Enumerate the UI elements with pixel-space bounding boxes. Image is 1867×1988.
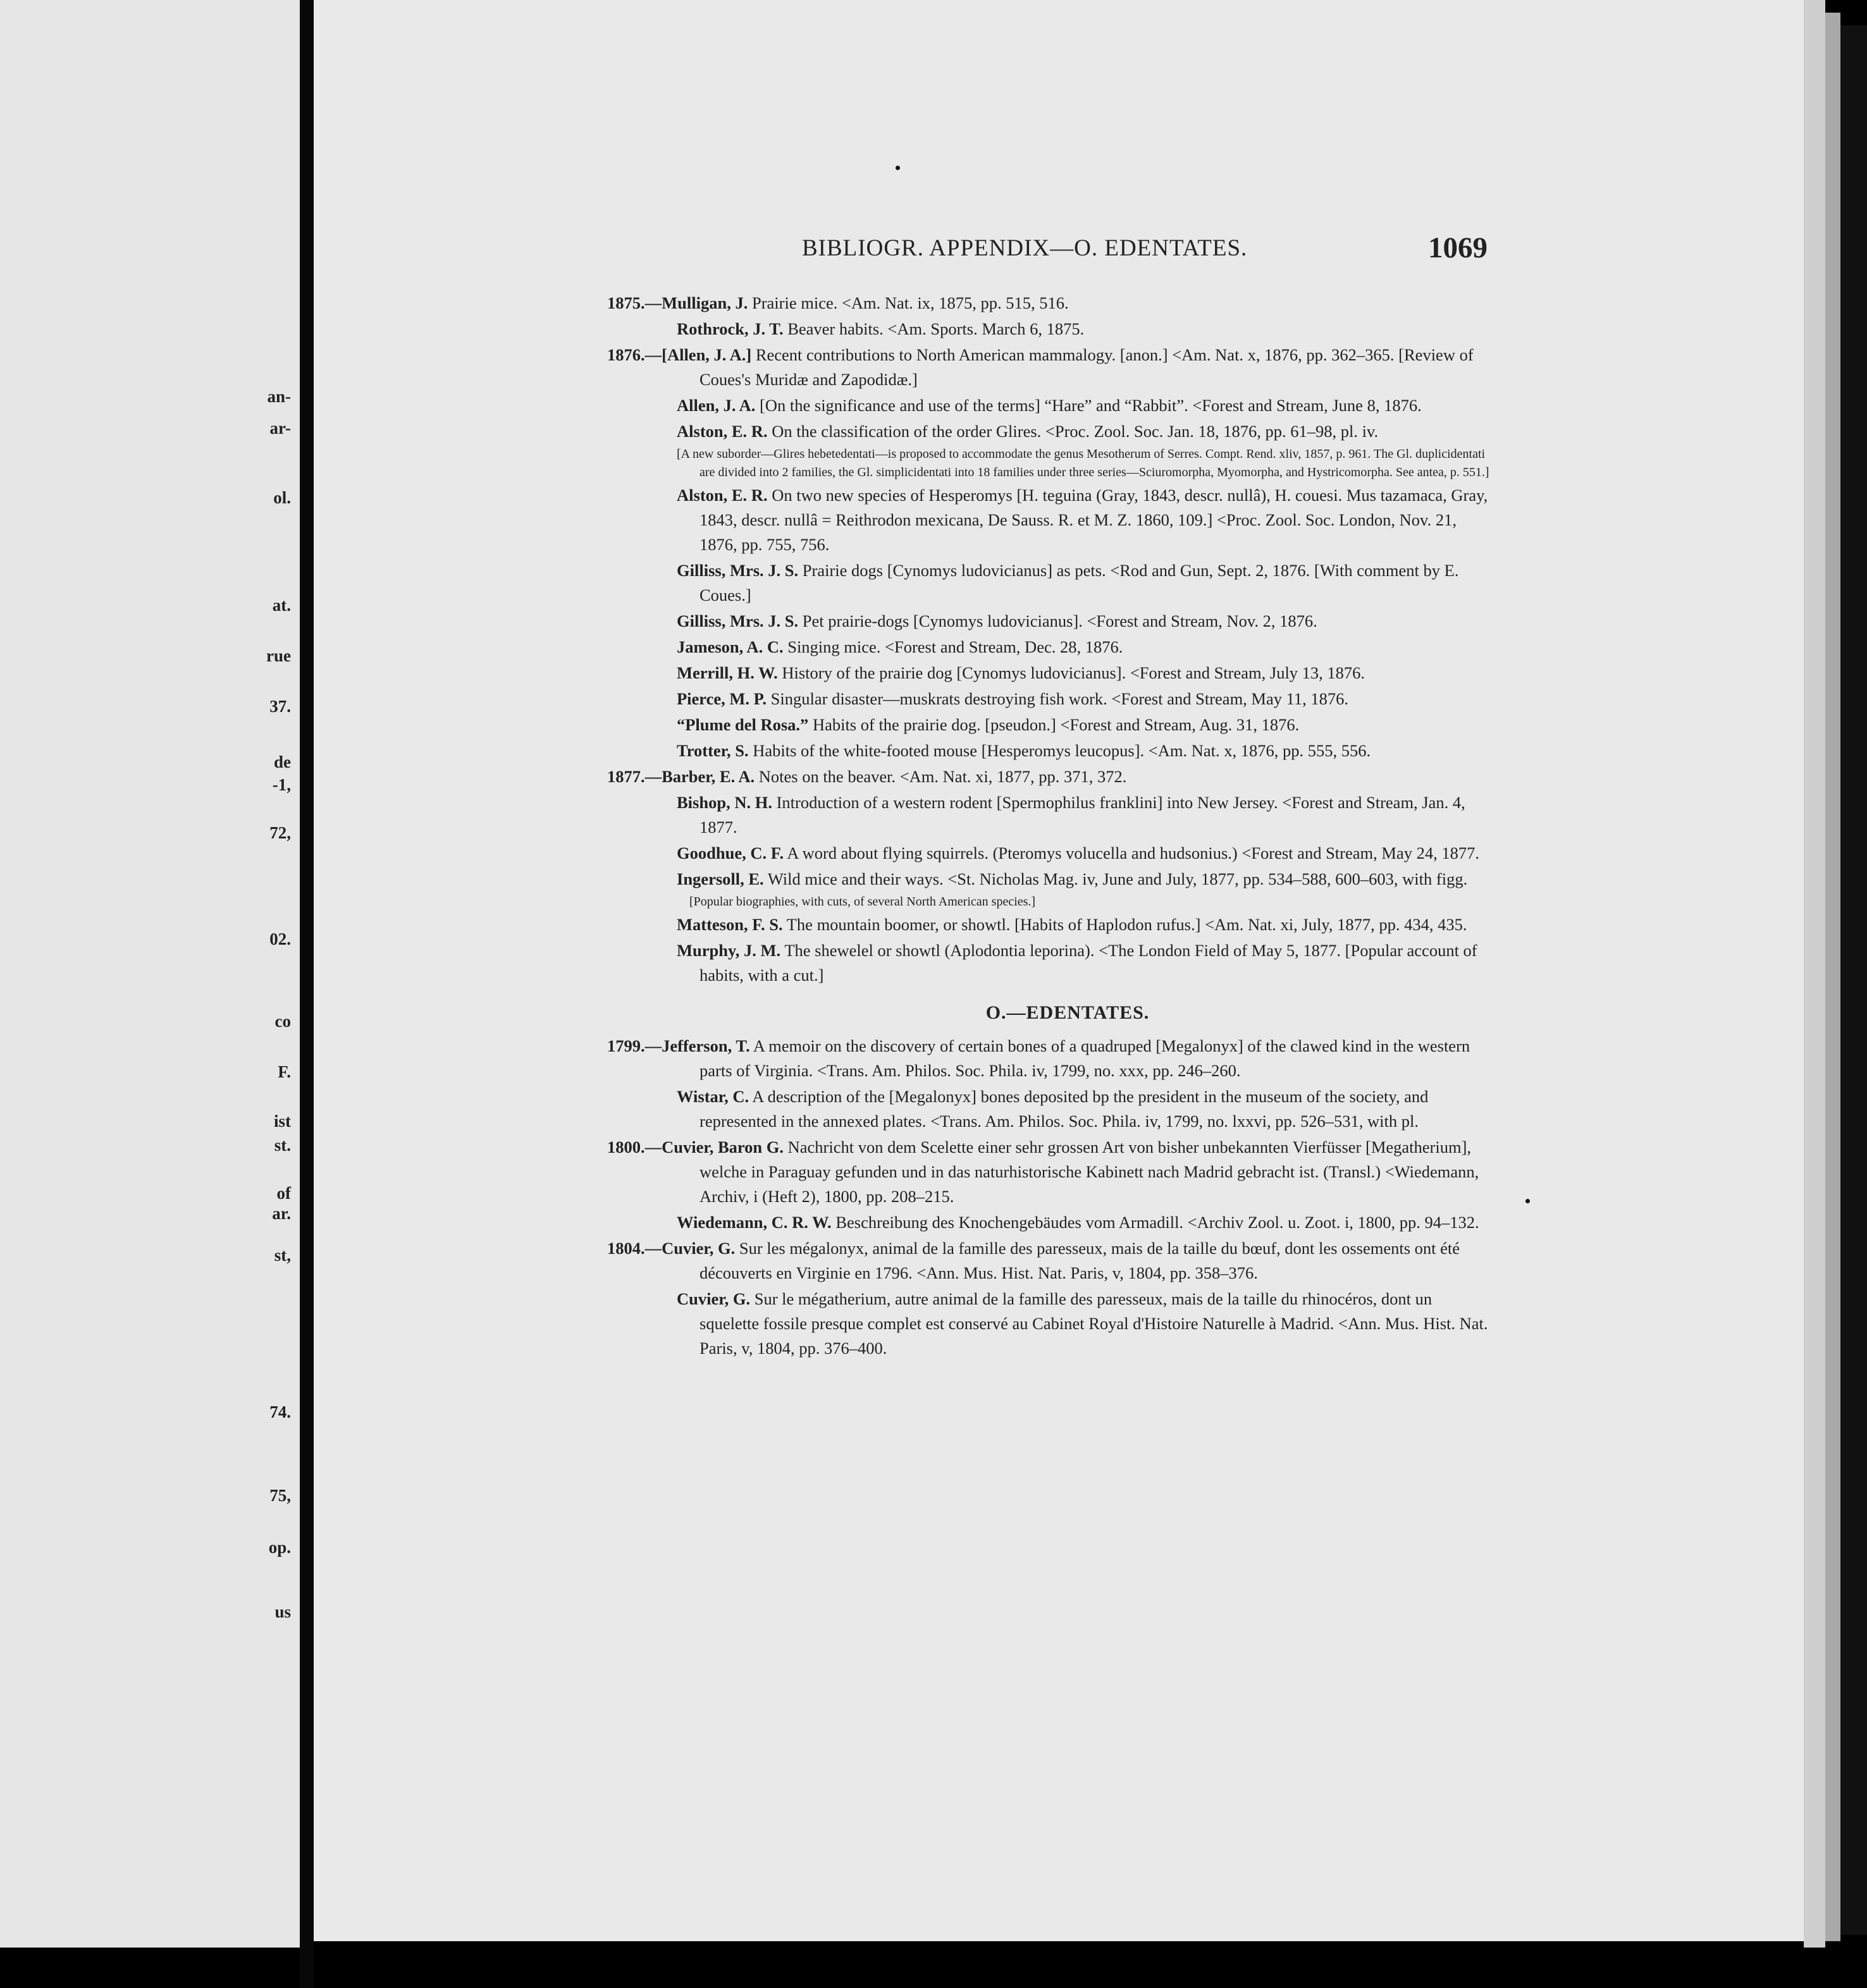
entry-text: On two new species of Hesperomys [H. teguina (Gray, 1843, descr. nullâ), H. couesi. Mus tazamaca, Gray, 1843, descr. nullâ = Reithrodon mexicana, De Sauss. R. et M. Z. 1860, 109.] <Proc. Zool. Soc. London, Nov. 21, 1876, pp. 755, 756. [699,486,1488,554]
bibliography-entry [607,713,1490,737]
entry-author: Jameson, A. C. [677,637,784,656]
page-edges [1825,13,1840,1941]
entry-author: “Plume del Rosa.” [677,715,809,734]
entry-text: Habits of the prairie dog. [pseudon.] <Forest and Stream, Aug. 31, 1876. [808,715,1300,734]
margin-fragment: 75, [269,1486,291,1505]
entry-author: Cuvier, Baron G. [662,1138,784,1157]
bibliography-entry [607,1236,1490,1285]
entry-text: The shewelel or showtl (Aplodontia leporina). <The London Field of May 5, 1877. [Popular account of habits, with a cut.] [699,941,1477,985]
bibliography-entry [607,393,1490,418]
entry-year: 1877.— [607,767,662,786]
entry-text: [On the significance and use of the terms] “Hare” and “Rabbit”. <Forest and Stream, June 8, 1876. [755,396,1422,415]
entry-author: Wistar, C. [677,1087,749,1106]
margin-fragment: F. [278,1062,291,1081]
margin-fragment: 02. [269,930,291,948]
margin-fragment: rue [266,646,291,665]
entry-author: Barber, E. A. [662,767,755,786]
entry-text: Wild mice and their ways. <St. Nicholas Mag. iv, June and July, 1877, pp. 534–588, 600–603, with figg. [763,869,1468,888]
bibliography-entry [607,938,1490,988]
entry-author: Jefferson, T. [662,1036,750,1055]
specks [1525,1199,1530,1203]
entry-text: History of the prairie dog [Cynomys ludovicianus]. <Forest and Stream, July 13, 1876. [777,663,1365,682]
entry-note: [Popular biographies, with cuts, of several North American species.] [689,895,1036,909]
entry-text: Sur le mégatherium, autre animal de la famille des paresseux, mais de la taille du rhinocéros, dont un squelette fossile presque complet est conservé au Cabinet Royal d'Histoire Naturelle à Madrid. <Ann. Mus. Hist. Nat. Paris, v, 1804, pp. 376–400. [699,1289,1488,1358]
margin-fragment: st. [274,1136,291,1155]
left-page-margin [0,0,300,1948]
bibliography-entry [607,739,1490,763]
bibliography-entry [607,867,1490,892]
entry-author: Trotter, S. [677,741,749,760]
book-gutter [300,0,314,1988]
page-title: BIBLIOGR. APPENDIX—O. EDENTATES. [802,235,1248,261]
bibliography-entry [607,343,1490,392]
entry-year: 1875.— [607,293,662,312]
specks [896,166,900,170]
entry-author: Murphy, J. M. [677,941,781,960]
entry-author: Gilliss, Mrs. J. S. [677,561,799,580]
entry-text: Beaver habits. <Am. Sports. March 6, 1875. [783,319,1085,338]
entry-author: Cuvier, G. [677,1289,751,1308]
margin-fragment: 72, [269,823,291,842]
bibliography-entry [607,1135,1490,1209]
entry-author: Rothrock, J. T. [677,319,784,338]
bibliography-entry [607,1210,1490,1235]
entry-author: Ingersoll, E. [677,869,764,888]
entry-author: Gilliss, Mrs. J. S. [677,611,799,630]
entry-author: Alston, E. R. [677,422,768,441]
entry-text: Prairie mice. <Am. Nat. ix, 1875, pp. 515, 516. [748,293,1069,312]
entry-text: Singing mice. <Forest and Stream, Dec. 28, 1876. [783,637,1123,656]
margin-fragment: 37. [269,697,291,716]
margin-fragment: an- [267,387,291,406]
bibliography-entry [607,841,1490,866]
entry-year: 1804.— [607,1239,662,1258]
bibliography-entry [607,317,1490,341]
margin-fragment: st, [274,1246,291,1265]
entry-year: 1800.— [607,1138,662,1157]
section-heading: O.—EDENTATES. [985,1002,1150,1023]
entry-text: Beschreibung des Knochengebäudes vom Armadill. <Archiv Zool. u. Zoot. i, 1800, pp. 94–132. [831,1213,1479,1232]
entry-text: On the classification of the order Glires. <Proc. Zool. Soc. Jan. 18, 1876, pp. 61–98, pl. iv. [767,422,1379,441]
entry-author: Pierce, M. P. [677,689,767,708]
bibliography-entry [607,1084,1490,1134]
bibliography-entry [607,558,1490,608]
margin-fragment: ol. [273,488,291,507]
entry-text: Introduction of a western rodent [Spermophilus franklini] into New Jersey. <Forest and Stream, Jan. 4, 1877. [699,793,1465,837]
page-edges [1840,25,1867,1935]
bibliography-entry [607,609,1490,634]
entry-author: Mulligan, J. [662,293,748,312]
entry-text: Habits of the white-footed mouse [Hesperomys leucopus]. <Am. Nat. x, 1876, pp. 555, 556. [748,741,1371,760]
entry-author: [Allen, J. A.] [662,345,752,364]
entry-author: Allen, J. A. [677,396,756,415]
entry-text: A memoir on the discovery of certain bones of a quadruped [Megalonyx] of the clawed kind in the western parts of Virginia. <Trans. Am. Philos. Soc. Phila. iv, 1799, no. xxx, pp. 246–260. [699,1036,1470,1080]
entry-author: Goodhue, C. F. [677,844,784,862]
page-edges [1804,0,1825,1948]
bibliography-entry [607,483,1490,557]
entry-author: Matteson, F. S. [677,915,783,934]
entry-author: Bishop, N. H. [677,793,772,812]
bibliography-entry [607,291,1490,316]
page-number: 1069 [1428,231,1488,264]
margin-fragment: ist [274,1112,291,1131]
bibliography-entry [607,1034,1490,1083]
entry-text: Pet prairie-dogs [Cynomys ludovicianus]. <Forest and Stream, Nov. 2, 1876. [798,611,1317,630]
entry-text: A description of the [Megalonyx] bones deposited bp the president in the museum of the society, and represented in the annexed plates. <Trans. Am. Philos. Soc. Phila. iv, 1799, no. lxxvi, pp. 526–531, with pl. [699,1087,1429,1131]
margin-fragment: ar. [272,1204,291,1223]
entry-year: 1876.— [607,345,662,364]
bibliography-list [607,291,1490,1362]
entry-text: Recent contributions to North American mammalogy. [anon.] <Am. Nat. x, 1876, pp. 362–365. [Review of Coues's Muridæ and Zapodidæ.] [699,345,1474,389]
bibliography-entry [607,790,1490,840]
entry-author: Alston, E. R. [677,486,768,505]
margin-fragment: of [276,1184,291,1203]
entry-note: [A new suborder—Glires hebetedentati—is proposed to accommodate the genus Mesotherum of Serres. Compt. Rend. xliv, 1857, p. 961. The Gl. duplicidentati are divided into 2 families, the Gl. simplicidentati into 18 families under three series—Sciuromorpha, Myomorpha, and Hystricomorpha. See antea, p. 551.] [677,447,1489,479]
margin-fragment: -1, [272,775,291,794]
margin-fragment: op. [268,1538,291,1557]
entry-text: The mountain boomer, or showtl. [Habits of Haplodon rufus.] <Am. Nat. xi, July, 1877, pp. 434, 435. [782,915,1467,934]
bibliography-entry [607,912,1490,937]
margin-fragment: ar- [269,419,291,438]
entry-year: 1799.— [607,1036,662,1055]
bibliography-entry [607,1287,1490,1361]
entry-text: Notes on the beaver. <Am. Nat. xi, 1877, pp. 371, 372. [755,767,1127,786]
bibliography-entry [607,764,1490,789]
margin-fragment: de [274,752,291,771]
running-head [802,231,1488,267]
bibliography-entry [607,661,1490,685]
entry-author: Merrill, H. W. [677,663,778,682]
entry-text: Sur les mégalonyx, animal de la famille des paresseux, mais de la taille du bœuf, dont les ossements ont été découverts en Virginie en 1796. <Ann. Mus. Hist. Nat. Paris, v, 1804, pp. 358–376. [699,1239,1460,1282]
entry-text: A word about flying squirrels. (Pteromys volucella and hudsonius.) <Forest and Stream, May 24, 1877. [784,844,1479,862]
entry-text: Prairie dogs [Cynomys ludovicianus] as pets. <Rod and Gun, Sept. 2, 1876. [With comment by E. Coues.] [699,561,1459,604]
entry-author: Wiedemann, C. R. W. [677,1213,832,1232]
margin-fragment: co [274,1012,291,1031]
entry-author: Cuvier, G. [662,1239,736,1258]
bibliography-entry [607,419,1490,444]
margin-fragment: at. [272,596,291,615]
entry-text: Singular disaster—muskrats destroying fish work. <Forest and Stream, May 11, 1876. [767,689,1349,708]
margin-fragment: 74. [269,1402,291,1421]
bibliography-entry [607,635,1490,660]
margin-fragment: us [274,1602,291,1621]
bibliography-entry [607,687,1490,711]
entry-text: Nachricht von dem Scelette einer sehr grossen Art von bisher unbekannten Vierfüsser [Megatherium], welche in Paraguay gefunden und in das naturhistorische Kabinett nach Madrid gebracht ist. (Transl.) <Wiedemann, Archiv, i (Heft 2), 1800, pp. 208–215. [699,1138,1479,1206]
